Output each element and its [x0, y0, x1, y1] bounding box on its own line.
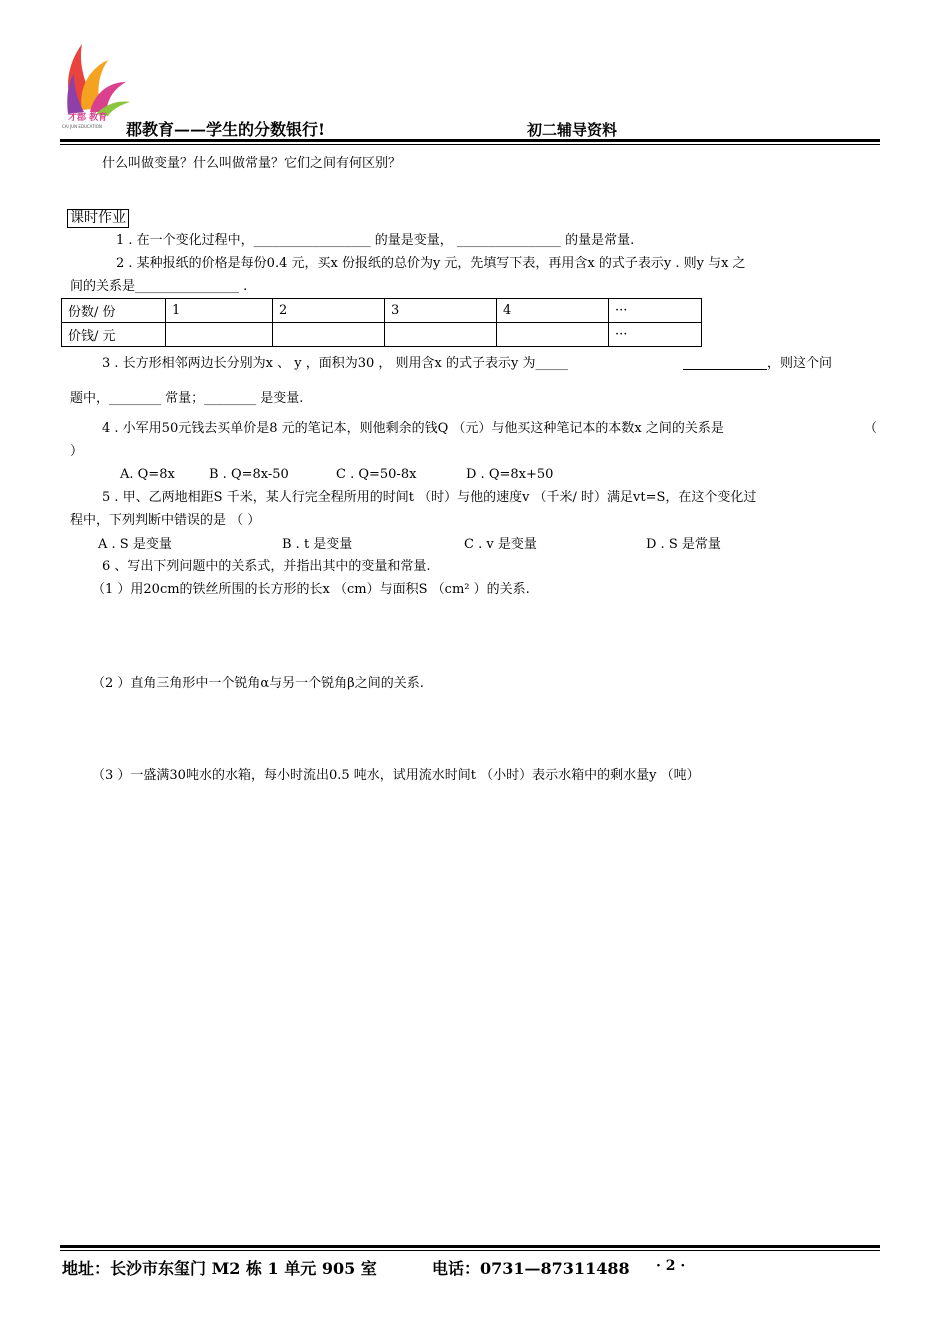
question-5-line1: 5 . 甲、乙两地相距S 千米，某人行完全程所用的时间t （时）与他的速度v （千米/ 时）满足vt=S，在这个变化过 [102, 490, 757, 505]
header-rule [60, 139, 880, 142]
table-cell: 1 [166, 299, 273, 323]
table-cell: 4 [497, 299, 609, 323]
header-doc-title: 初二辅导资料 [527, 121, 618, 139]
section-title: 课时作业 [67, 209, 129, 228]
option-a: A . S 是变量 [98, 537, 172, 552]
table-cell: 份数/ 份 [62, 299, 166, 323]
question-6-part-1: （1 ）用20cm的铁丝所围的长方形的长x （cm）与面积S （cm² ）的关系. [92, 582, 530, 597]
table-cell [273, 323, 385, 347]
question-3-line2: 题中，________ 常量；________ 是变量. [70, 391, 304, 406]
option-b: B . Q=8x-50 [209, 467, 289, 482]
question-4-paren-open: （ [864, 421, 878, 436]
header-slogan: 郡教育——学生的分数银行! [126, 120, 326, 139]
header-rule-thin [60, 144, 880, 145]
question-2-line2: 间的关系是________________ . [70, 279, 248, 294]
footer-phone: 电话：0731—87311488 [432, 1259, 630, 1278]
page-number: · 2 · [656, 1258, 686, 1274]
option-d: D . Q=8x+50 [466, 467, 554, 482]
table-row [62, 299, 702, 323]
option-a: A. Q=8x [120, 467, 175, 482]
footer-rule-thin [60, 1250, 880, 1251]
logo-text: 才郡 教育 [68, 113, 108, 123]
question-5-line2: 程中，下列判断中错误的是 （ ） [70, 513, 261, 528]
question-4-paren-close: ） [70, 444, 84, 459]
question-3-line1: 3 . 长方形相邻两边长分别为x 、 y ，面积为30 ， 则用含x 的式子表示y 为_____ [102, 356, 568, 371]
option-b: B . t 是变量 [282, 537, 353, 552]
question-6-part-3: （3 ）一盛满30吨水的水箱，每小时流出0.5 吨水，试用流水时间t （小时）表示水箱中的剩水量y （吨） [92, 768, 700, 783]
company-logo [60, 38, 132, 134]
table-cell [497, 323, 609, 347]
question-3-line1-end: ，则这个问 [767, 356, 833, 371]
table-cell: 价钱/ 元 [62, 323, 166, 347]
table-row [62, 323, 702, 347]
option-d: D . S 是常量 [646, 537, 721, 552]
table-cell [385, 323, 497, 347]
question-6-part-2: （2 ）直角三角形中一个锐角α与另一个锐角β之间的关系. [92, 676, 424, 691]
intro-question: 什么叫做变量？什么叫做常量？它们之间有何区别？ [102, 156, 402, 171]
question-4-line1: 4 . 小军用50元钱去买单价是8 元的笔记本，则他剩余的钱Q （元）与他买这种笔记本的本数x 之间的关系是 [102, 421, 724, 436]
question-1: 1 . 在一个变化过程中，__________________ 的量是变量， ________________ 的量是常量. [116, 233, 635, 248]
table-cell: ··· [609, 323, 702, 347]
question-2-line1: 2 . 某种报纸的价格是每份0.4 元，买x 份报纸的总价为y 元，先填写下表，再用含x 的式子表示y . 则y 与x 之 [116, 256, 746, 271]
footer-address: 地址：长沙市东玺门 M2 栋 1 单元 905 室 [62, 1259, 377, 1278]
option-c: C . v 是变量 [464, 537, 537, 552]
question-6: 6 、写出下列问题中的关系式，并指出其中的变量和常量. [102, 559, 431, 574]
logo-subtext: CAI JUN EDUCATION [62, 124, 102, 129]
table-cell: 3 [385, 299, 497, 323]
table-cell [166, 323, 273, 347]
table-cell: 2 [273, 299, 385, 323]
option-c: C . Q=50-8x [336, 467, 417, 482]
footer-rule [60, 1245, 880, 1248]
price-table [61, 298, 702, 347]
answer-blank [683, 369, 767, 370]
table-cell: ··· [609, 299, 702, 323]
